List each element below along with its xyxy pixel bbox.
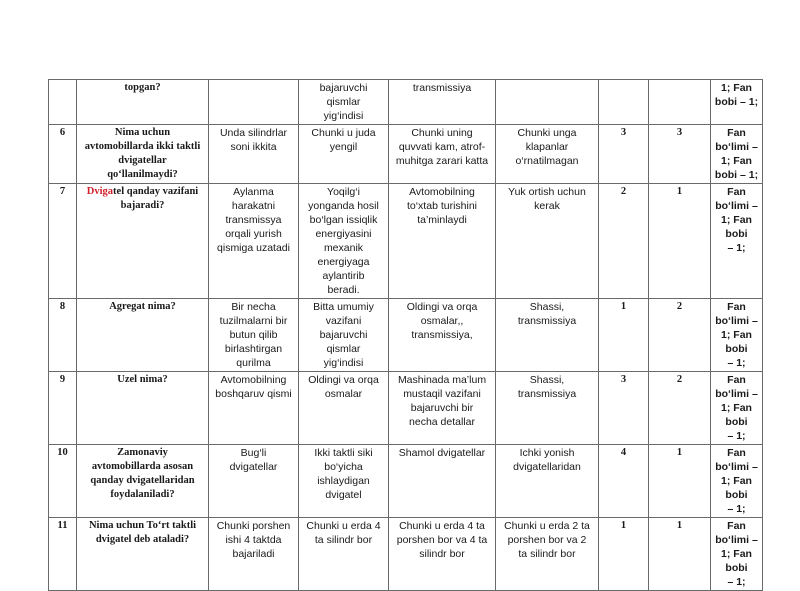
highlighted-word: Dviga xyxy=(86,186,114,197)
row-number xyxy=(49,80,77,125)
answer-cell: Shamol dvigatellar xyxy=(389,445,496,518)
value-cell: 1 xyxy=(649,184,711,299)
answer-cell: Yuk ortish uchun kerak xyxy=(496,184,599,299)
value-cell: 3 xyxy=(649,125,711,184)
table-row xyxy=(49,80,763,125)
value-cell: 1 xyxy=(599,299,649,372)
table-row xyxy=(49,299,763,372)
row-number: 11 xyxy=(49,518,77,591)
value-cell: 4 xyxy=(599,445,649,518)
question-cell: Zamonaviy avtomobillarda asosan qanday dvigatellaridan foydalaniladi? xyxy=(77,445,209,518)
question-cell: topgan? xyxy=(77,80,209,125)
table-body xyxy=(49,80,763,591)
answer-cell: Mashinada ma’lum mustaqil vazifani bajaruvchi bir necha detallar xyxy=(389,372,496,445)
fan-cell: 1; Fan bobi – 1; xyxy=(711,80,763,125)
value-cell: 1 xyxy=(599,518,649,591)
answer-cell: Chunki uning quvvati kam, atrof- muhitga zarari katta xyxy=(389,125,496,184)
answer-cell: Bir necha tuzilmalarni bir butun qilib birlashtirgan qurilma xyxy=(209,299,299,372)
answer-cell: Oldingi va orqa osmalar xyxy=(299,372,389,445)
value-cell: 2 xyxy=(649,299,711,372)
answer-cell: Shassi, transmissiya xyxy=(496,299,599,372)
fan-cell: Fan bo‘limi – 1; Fan bobi – 1; xyxy=(711,372,763,445)
question-cell: Uzel nima? xyxy=(77,372,209,445)
value-cell xyxy=(599,80,649,125)
answer-cell: Chunki u juda yengil xyxy=(299,125,389,184)
value-cell xyxy=(649,80,711,125)
answer-cell: Chunki porshen ishi 4 taktda bajariladi xyxy=(209,518,299,591)
value-cell: 3 xyxy=(599,372,649,445)
fan-cell: Fan bo‘limi – 1; Fan bobi – 1; xyxy=(711,518,763,591)
value-cell: 2 xyxy=(649,372,711,445)
question-cell: Nima uchun To‘rt taktli dvigatel deb ataladi? xyxy=(77,518,209,591)
row-number: 10 xyxy=(49,445,77,518)
fan-cell: Fan bo‘limi – 1; Fan bobi – 1; xyxy=(711,125,763,184)
question-cell: Dvigatel qanday vazifani bajaradi? xyxy=(77,184,209,299)
answer-cell: Bug‘li dvigatellar xyxy=(209,445,299,518)
answer-cell: Yoqilg‘i yonganda hosil bo‘lgan issiqlik energiyasini mexanik energiyaga aylantirib beradi. xyxy=(299,184,389,299)
fan-cell: Fan bo‘limi – 1; Fan bobi – 1; xyxy=(711,445,763,518)
answer-cell: Chunki unga klapanlar o‘rnatilmagan xyxy=(496,125,599,184)
answer-cell xyxy=(496,80,599,125)
answer-cell: transmissiya xyxy=(389,80,496,125)
answer-cell: Oldingi va orqa osmalar,, transmissiya, xyxy=(389,299,496,372)
questions-table xyxy=(48,79,763,591)
table-row xyxy=(49,372,763,445)
row-number: 9 xyxy=(49,372,77,445)
answer-cell: Chunki u erda 2 ta porshen bor va 2 ta silindr bor xyxy=(496,518,599,591)
answer-cell: Avtomobilning boshqaruv qismi xyxy=(209,372,299,445)
table-row xyxy=(49,445,763,518)
value-cell: 1 xyxy=(649,445,711,518)
answer-cell: Ichki yonish dvigatellaridan xyxy=(496,445,599,518)
answer-cell: Avtomobilning to‘xtab turishini ta’minlaydi xyxy=(389,184,496,299)
fan-cell: Fan bo‘limi – 1; Fan bobi – 1; xyxy=(711,299,763,372)
answer-cell: Shassi, transmissiya xyxy=(496,372,599,445)
question-cell: Agregat nima? xyxy=(77,299,209,372)
answer-cell: Bitta umumiy vazifani bajaruvchi qismlar yig‘indisi xyxy=(299,299,389,372)
answer-cell: bajaruvchi qismlar yig‘indisi xyxy=(299,80,389,125)
value-cell: 1 xyxy=(649,518,711,591)
answer-cell: Chunki u erda 4 ta porshen bor va 4 ta silindr bor xyxy=(389,518,496,591)
value-cell: 3 xyxy=(599,125,649,184)
question-cell: Nima uchun avtomobillarda ikki taktli dvigatellar qo‘llanilmaydi? xyxy=(77,125,209,184)
table-row xyxy=(49,184,763,299)
row-number: 7 xyxy=(49,184,77,299)
value-cell: 2 xyxy=(599,184,649,299)
fan-cell: Fan bo‘limi – 1; Fan bobi – 1; xyxy=(711,184,763,299)
row-number: 6 xyxy=(49,125,77,184)
answer-cell: Unda silindrlar soni ikkita xyxy=(209,125,299,184)
row-number: 8 xyxy=(49,299,77,372)
answer-cell: Ikki taktli siki bo‘yicha ishlaydigan dvigatel xyxy=(299,445,389,518)
answer-cell xyxy=(209,80,299,125)
table-row xyxy=(49,125,763,184)
answer-cell: Aylanma harakatni transmissya orqali yurish qismiga uzatadi xyxy=(209,184,299,299)
table-row xyxy=(49,518,763,591)
answer-cell: Chunki u erda 4 ta silindr bor xyxy=(299,518,389,591)
